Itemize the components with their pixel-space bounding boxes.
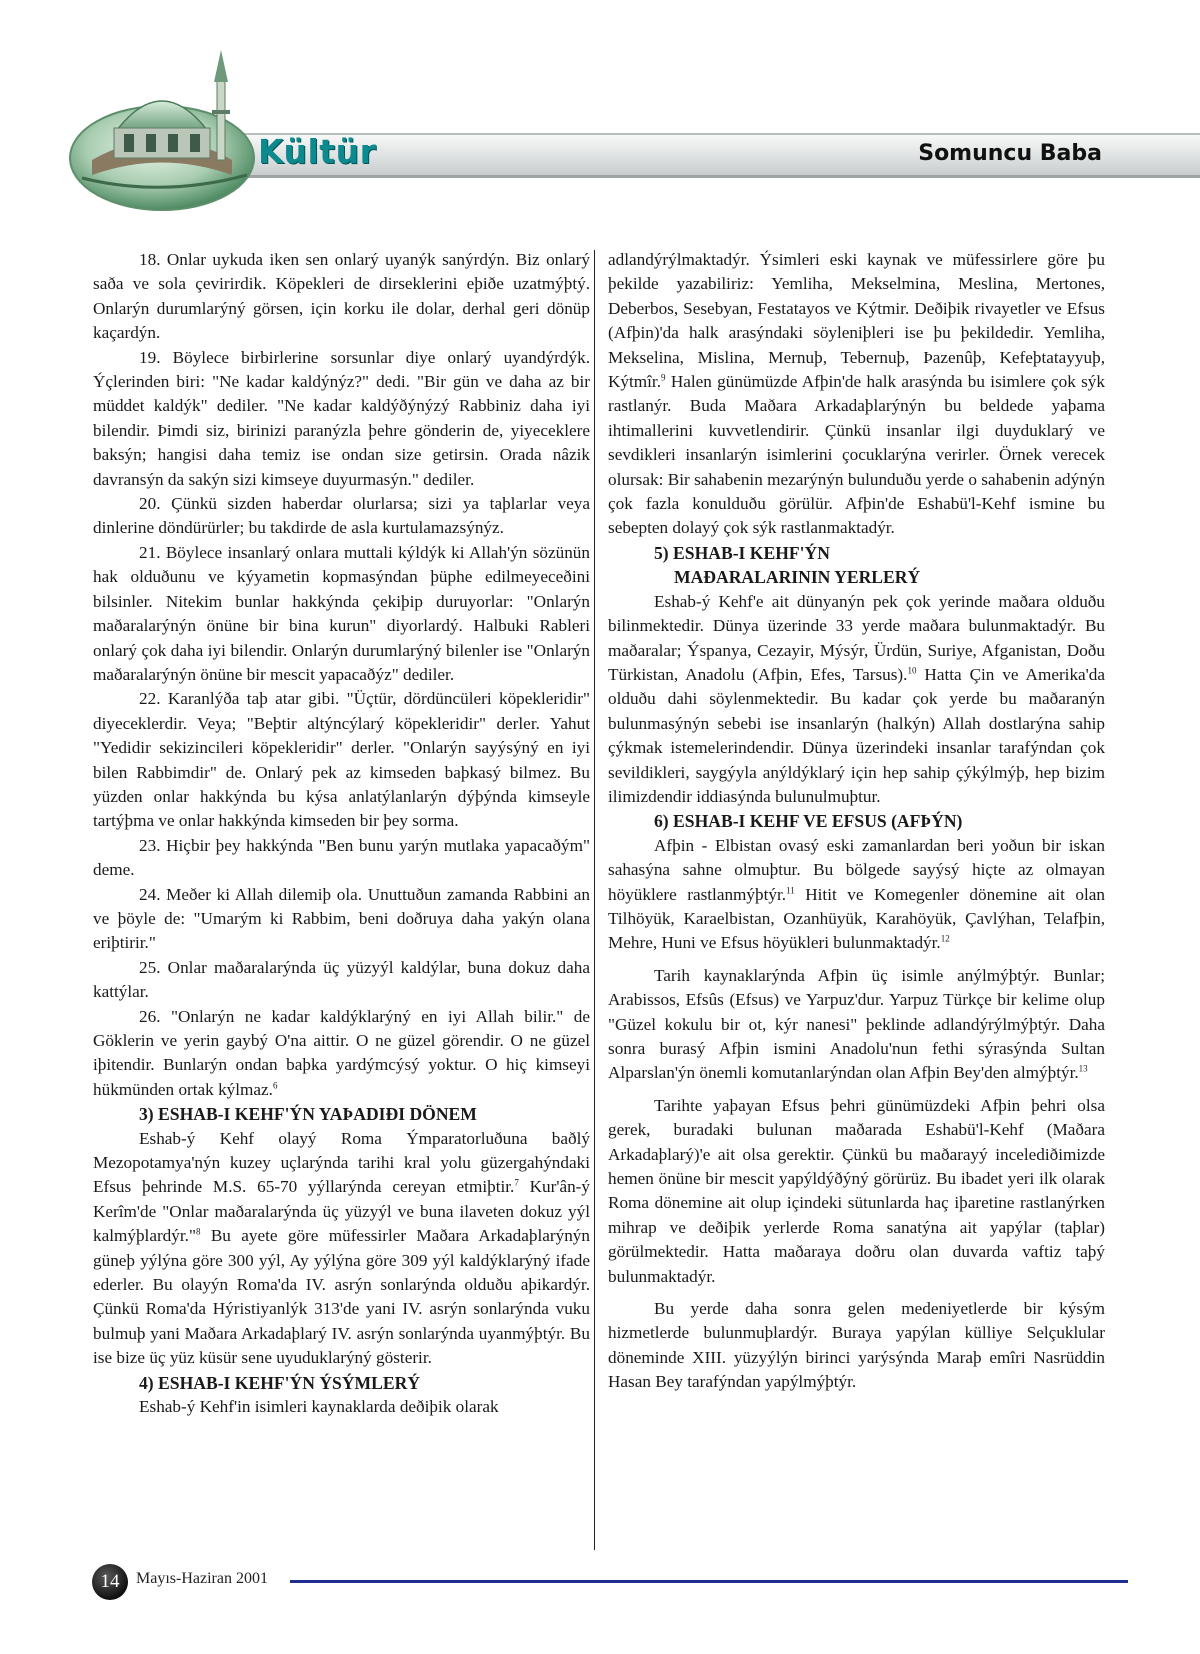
paragraph [93,834,590,883]
article-column-right [608,248,1105,1395]
paragraph-text: Kur'ân-ý Kerîm'de "Onlar maðaralarýnda üç yüzyýl ve buna ilaveten dokuz yýl kalmýþlardýr." [93,1177,590,1246]
paragraph-text: 18. Onlar uykuda iken sen onlarý uyanýk sanýrdýn. Biz onlarý saða ve sola çevirirdik. Köpekleri de dirseklerini eþiðe uzatmýþtý. Onlarýn durumlarýný görsen, için korku ile dolar, derhal geri dönüp kaçardýn. [93,250,590,343]
paragraph [93,492,590,541]
paragraph [93,687,590,833]
paragraph [93,1005,590,1103]
paragraph-text: Hitit ve Komegenler dönemine ait olan Tilhöyük, Karaelbistan, Ozanhüyük, Karahöyük, Çavlýhan, Telafþin, Mehre, Huni ve Efsus höyükleri bulunmaktadýr. [608,884,1105,953]
paragraph-text: Bu yerde daha sonra gelen medeniyetlerde bir kýsým hizmetlerde bulunmuþlardýr. Buraya yapýlan külliye Selçuklular döneminde XIII. yüzyýlýn birinci yarýsýnda Maraþ emîri Nasrüddin Hasan Bey tarafýndan yapýlmýþtýr. [608,1299,1105,1392]
paragraph-text: Tarih kaynaklarýnda Afþin üç isimle anýlmýþtýr. Bunlar; Arabissos, Efsûs (Efsus) ve Yarpuz'dur. Yarpuz Türkçe bir kelime olup "Güzel kokulu bir ot, kýr nanesi" þeklinde adlandýrýlmýþtýr. Daha sonra burasý Afþin ismini Anadolu'nun fethi sýrasýnda Sultan Alparslan'ýn önemli komutanlarýndan olan Afþin Bey'den almýþtýr. [608,965,1105,1083]
paragraph [93,883,590,956]
magazine-title: Somuncu Baba [918,141,1102,166]
paragraph [93,541,590,687]
section-title: Kültür [258,132,377,171]
paragraph [93,346,590,492]
paragraph-text: 20. Çünkü sizden haberdar olurlarsa; sizi ya taþlarlar veya dinlerine döndürürler; bu takdirde de asla kurtulamazsýnýz. [93,494,590,538]
paragraph-text: 25. Onlar maðaralarýnda üç yüzyýl kaldýlar, buna dokuz daha kattýlar. [93,957,590,1002]
section-heading [608,541,1105,590]
paragraph [608,1094,1105,1289]
paragraph [608,590,1105,810]
paragraph [93,1395,590,1419]
page-header [0,0,1200,240]
section-heading [93,1102,590,1126]
page-number: 14 [92,1564,128,1600]
paragraph-text: Tarihte yaþayan Efsus þehri günümüzdeki Afþin þehri olsa gerek, buradaki bulunan maðarada Eshabü'l-Kehf (Maðara Arkadaþlarý)'e ait olsa gerektir. Çünkü bu maðarayý incelediðimizde hemen önüne bir mescit yapýldýðýný görürüz. Bu ibadet yeri ilk olarak Roma dönemine ait olup içindeki sütunlarda haç iþaretine rastlanýrken mihrap ve deðiþik yerlerde Roma sanatýna ait yapýlar (taþlar) görülmektedir. Hatta maðaraya doðru olan duvarda vaftiz taþý bulunmaktadýr. [608,1095,1105,1286]
paragraph-text: Eshab-ý Kehf olayý Roma Ýmparatorluðuna baðlý Mezopotamya'nýn kuzey uçlarýnda tarihi kral yolu güzergahýndaki Efsus þehrinde M.S. 65-70 yýllarýnda cereyan etmiþtir. [93,1128,590,1197]
footnote-ref: 10 [907,665,917,676]
paragraph-text: 22. Karanlýða taþ atar gibi. "Üçtür, dördüncüleri köpekleridir" diyeceklerdir. Veya; "Beþtir altýncýlarý köpekleridir" derler. Yahut "Yedidir sekizincileri köpekleridir" derler. "Onlarýn sayýsýný en iyi bilen Rabbimdir" de. Onlarý pek az kimseden baþkasý bilmez. Bu yüzden onlar hakkýnda bu kýsa anlatýlanlarýn dýþýnda kimseyle tartýþma ve onlar hakkýnda kimseden bir þey sorma. [93,689,590,831]
footnote-ref: 11 [786,884,795,895]
footnote-ref: 13 [1078,1063,1088,1074]
footnote-ref: 9 [661,372,666,383]
paragraph-text: 21. Böylece insanlarý onlara muttali kýldýk ki Allah'ýn sözünün hak olduðunu ve kýyametin kopmasýndan þüphe edilmeyeceðini bilsinler. Nitekim bunlar hakkýnda çekiþip duruyorlar: "Onlarýn maðaralarýnýn önüne bir bina kurun" diyorlardý. Halbuki Rableri onlarý çok daha iyi bilendir. Onlarýn durumlarýný bilenler ise "Onlarýn maðaralarýnýn önüne bir mescit yapacaðýz" dediler. [93,542,590,684]
paragraph-text: adlandýrýlmaktadýr. Ýsimleri eski kaynak ve müfessirlere göre þu þekilde yazabiliriz: Yemliha, Mekselmina, Meslina, Mertones, Deberbos, Sesebyan, Festatayos ve Kýtmir. Deðiþik rivayetler ve Efsus (Afþin)'da halk arasýndaki söyleniþleri ise þu þekildedir. Yemliha, Mekselina, Mislina, Mernuþ, Tebernuþ, Þazenûþ, Kefeþtatayyuþ, Kýtmîr. [608,250,1105,392]
heading-text: 5) ESHAB-I KEHF'ÝN [654,542,830,563]
paragraph [93,248,590,346]
paragraph [93,1127,590,1371]
column-divider [594,250,595,1550]
paragraph-text: Eshab-ý Kehf'in isimleri kaynaklarda deðiþik olarak [139,1397,499,1417]
paragraph-text: 26. "Onlarýn ne kadar kaldýklarýný en iyi Allah bilir." de Göklerin ve yerin gaybý O'na aittir. O ne güzel görendir. O ne güzel iþitendir. Bunlarýn ondan baþka yardýmcýsý yoktur. O hiç kimseyi hükmünden ortak kýlmaz. [93,1006,590,1099]
paragraph [93,956,590,1005]
section-heading [608,809,1105,833]
paragraph [608,1297,1105,1395]
footnote-ref: 7 [514,1177,519,1188]
paragraph-text: Afþin - Elbistan ovasý eski zamanlardan beri yoðun bir iskan sahasýna sahne olmuþtur. Bu bölgede sayýsý hiçte az olmayan höyüklere rastlanmýþtýr. [608,835,1105,904]
heading-text: 3) ESHAB-I KEHF'ÝN YAÞADIÐI DÖNEM [139,1104,477,1125]
heading-text-line2: MAÐARALARININ YERLERÝ [674,567,921,588]
paragraph-text: Eshab-ý Kehf'e ait dünyanýn pek çok yerinde maðara olduðu bilinmektedir. Dünya üzerinde 33 yerde maðara bulunmaktadýr. Bu maðaralar; Ýspanya, Cezayir, Mýsýr, Ürdün, Suriye, Afganistan, Doðu Türkistan, Anadolu (Afþin, Efes, Tarsus). [608,591,1105,684]
heading-text: 4) ESHAB-I KEHF'ÝN ÝSÝMLERÝ [139,1372,421,1393]
footnote-ref: 8 [195,1226,201,1237]
paragraph-text: 23. Hiçbir þey hakkýnda "Ben bunu yarýn mutlaka yapacaðým" deme. [93,835,590,880]
paragraph [608,964,1105,1086]
footer-rule [290,1580,1128,1583]
issue-date: Mayıs-Haziran 2001 [136,1570,268,1587]
article-column-left [93,248,590,1420]
mosque-emblem-icon [62,10,282,215]
heading-text: 6) ESHAB-I KEHF VE EFSUS (AFÞÝN) [654,811,963,832]
paragraph [608,834,1105,956]
section-heading [93,1371,590,1395]
footnote-ref: 6 [272,1080,278,1091]
paragraph [608,248,1105,541]
paragraph-text: 19. Böylece birbirlerine sorsunlar diye onlarý uyandýrdýk. Ýçlerinden biri: "Ne kadar kaldýnýz?" dedi. "Bir gün ve daha az bir müddet kaldýk" dediler. "Ne kadar kaldýðýnýzý Rabbiniz daha iyi bilendir. Þimdi siz, birinizi paranýzla þehre gönderin de, yiyeceklere baksýn; hangisi daha temiz ise ondan size getirsin. Orada nâzik davransýn da sakýn sizi kimseye duyurmasýn." dediler. [93,347,590,489]
paragraph-text: 24. Meðer ki Allah dilemiþ ola. Unuttuðun zamanda Rabbini an ve þöyle de: "Umarým ki Rabbim, beni doðruya daha yakýn olana eriþtirir." [93,884,590,953]
footnote-ref: 12 [940,933,950,944]
paragraph-text: Halen günümüzde Afþin'de halk arasýnda bu isimlere çok sýk rastlanýr. Buda Maðara Arkadaþlarýnýn bu beldede yaþama ihtimallerini kuvvetlendirir. Çünkü insanlar ilgi duyduklarý ve sevdikleri insanlarýn isimlerini çocuklarýna verirler. Örnek verecek olursak: Bir sahabenin mezarýnýn bulunduðu yerde o sahabenin adýnýn çok fazla konulduðu görülür. Afþin'de Eshabü'l-Kehf ismine bu sebepten dolayý çok sýk rastlanmaktadýr. [608,372,1105,538]
paragraph-text: Bu ayete göre müfessirler Maðara Arkadaþlarýnýn güneþ yýlýna göre 300 yýl, Ay yýlýna göre 309 yýl kaldýklarýný ifade ederler. Bu olayýn Roma'da IV. asrýn sonlarýnda olduðu aþikardýr. Çünkü Roma'da Hýristiyanlýk 313'de yani IV. asrýn sonlarýnda vuku bulmuþ yani Maðara Arkadaþlarý IV. asrýn sonlarýnda uyanmýþtýr. Bu ise bize üç yüz küsür sene uyuduklarýný gösterir. [93,1226,590,1368]
paragraph-text: Hatta Çin ve Amerika'da olduðu dahi söylenmektedir. Bu kadar çok yerde bu maðaranýn bulunmasýnýn sebebi ise insanlarýn (halkýn) Allah dostlarýna sahip çýkmak istemelerindendir. Dünya üzerindeki insanlar tarafýndan çok sevildikleri, saygýyla anýldýklarý için hep sahip çýkýlmýþ, hep bizim ilimizdendir iddiasýnda bulunulmuþtur. [608,664,1106,806]
